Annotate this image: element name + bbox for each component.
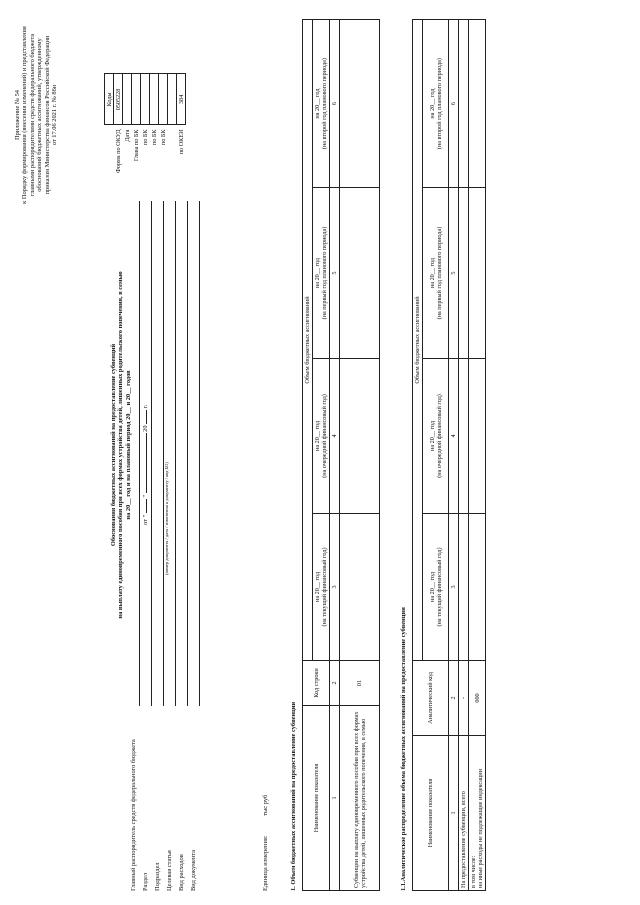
header-field-row [190,201,202,891]
field-underline [163,201,164,706]
s11-colnum: 5 [449,188,459,359]
codes-label: Форма по ОКУД [114,129,122,173]
s11-cell [459,358,469,513]
section-1-table [302,19,380,891]
codes-label: Дата [123,129,131,142]
appendix-line-2: к Порядку формирования (внесения изменений) и представления [21,26,29,204]
codes-row [159,74,168,175]
s1-colnums-row [330,20,340,891]
header-field-row [130,201,142,891]
codes-label: по БК [141,129,149,146]
s11-header-y3: на 20__ год (на первый год планового периода) [423,188,449,359]
codes-block [104,73,186,175]
s11-cell [469,188,486,359]
codes-value: 0505228 [114,74,123,125]
section-11-table [412,19,486,891]
header-field-label: Вид документа [190,849,197,891]
s1-colnum: 2 [330,661,340,706]
s11-header-y2: на 20__ год (на очередной финансовый год) [423,358,449,513]
header-field-row [166,201,178,891]
s11-cell [469,20,486,188]
table-row [340,20,380,891]
s1-colnum: 5 [330,188,340,359]
codes-row [114,74,123,175]
unit-label: Единица измерения: [262,835,269,891]
s11-header-y1: на 20__ год (на текущий финансовый год) [423,513,449,660]
title-line-2: на выплату единовременного пособия при всех формах устройства детей, лишенных родительского попечения, в семью [117,271,125,619]
codes-row [141,74,150,175]
codes-value [132,74,141,125]
s11-header-code: Аналитический код [413,661,449,736]
date-suffix: г. [142,404,149,409]
codes-row [150,74,159,175]
appendix-line-6: от 17.06 2021 г. № 86н [51,84,59,146]
s1-row-code: 01 [340,661,380,706]
s1-cell [340,358,380,513]
s1-colnum: 4 [330,358,340,513]
header-field-row [154,201,166,891]
header-field-label: Целевая статья [166,850,173,891]
s11-colnums-row [449,20,459,891]
codes-value [168,74,177,125]
s1-colnum: 6 [330,20,340,188]
date-caption: (номер документа / дата / изменения к документу / код БО) [164,462,169,575]
s1-header-code: Код строки [303,661,330,706]
codes-label: Глава по БК [132,129,140,162]
s11-colnum: 6 [449,20,459,188]
appendix-block [14,5,58,225]
s1-header-name: Наименование показателя [303,706,330,891]
unit-value: тыс руб [262,794,269,816]
title-line-1: Обоснования бюджетных ассигнований на предоставление субвенций [110,343,117,547]
header-field-label: Вид расходов [178,854,185,891]
header-field-row [178,201,190,891]
appendix-line-5: приказом Министерства финансов Российской Федерации [43,35,51,195]
s1-header-volume: Объем бюджетных ассигнований [303,20,313,661]
table-row [459,20,469,891]
header-field-row [142,201,154,891]
codes-value: 384 [177,74,186,125]
section-11-title: 1.1.Аналитическое распределение объема бюджетных ассигнований на предоставление субвенции [400,607,407,891]
s1-row-name: Субвенции на выплату единовременного пособия при всех формах устройства детей, лишенных родительского попечения, в семью [340,706,380,891]
title-line-3: на 20__ год и на плановый период 20__ и 20__ годов [124,370,132,520]
codes-label [168,125,177,175]
s1-cell [340,20,380,188]
codes-table [104,73,186,175]
codes-label: по ОКЕИ [177,129,185,155]
date-prefix: от " [142,514,149,525]
field-underline [151,201,152,706]
s1-colnum: 1 [330,706,340,891]
codes-value [123,74,132,125]
section-1-title: 1. Объем бюджетных ассигнований на предоставление субвенции [290,701,297,891]
codes-header: Коды [105,74,114,125]
s11-header-y4: на 20__ год (на второй год планового периода) [423,20,449,188]
s1-cell [340,188,380,359]
s11-cell [459,20,469,188]
date-year: 20 [142,425,149,432]
header-field-label: Подраздел [154,862,161,891]
s11-colnum: 3 [449,513,459,660]
s1-header-y1: на 20__ год (на текущий финансовый год) [313,513,330,660]
s1-header-y3: на 20__ год (на первый год планового периода) [313,188,330,359]
codes-row [132,74,141,175]
field-underline [199,201,200,706]
s11-colnum: 1 [449,736,459,891]
s11-header-volume: Объем бюджетных ассигнований [413,20,423,661]
s11-row-name: в том числе: на иные расходы не подлежащие индексации [469,736,486,891]
header-field-label: Главный распорядитель средств федерального бюджета [130,739,137,891]
codes-label: по БК [150,129,158,146]
s11-cell [469,513,486,660]
s11-header-name: Наименование показателя [413,736,449,891]
s11-colnum: 4 [449,358,459,513]
codes-row [177,74,186,175]
s11-row-code: 000 [469,661,486,736]
s11-row-code: - [459,661,469,736]
s11-colnum: 2 [449,661,459,736]
codes-value [141,74,150,125]
appendix-line-1: Приложение № 54 [14,90,21,140]
field-underline [187,201,188,706]
field-underline [139,201,140,706]
s11-cell [459,513,469,660]
s11-row-name: На предоставление субвенции, всего [459,736,469,891]
header-fields [130,201,202,891]
date-quote: " [142,495,149,498]
document-title [110,185,132,705]
codes-value [159,74,168,125]
codes-value [150,74,159,125]
appendix-line-3: главными распорядителями средств федерального бюджета [28,33,36,197]
field-underline [175,201,176,706]
s1-header-y2: на 20__ год (на очередной финансовый год) [313,358,330,513]
s1-colnum: 3 [330,513,340,660]
appendix-line-4: обоснований бюджетных ассигнований, утвержденному [36,38,44,192]
table-row [469,20,486,891]
s11-cell [469,358,486,513]
codes-row [123,74,132,175]
s1-cell [340,513,380,660]
codes-row [168,74,177,175]
codes-label: по БК [159,129,167,146]
header-field-label: Раздел [142,872,149,891]
s1-header-y4: на 20__ год (на второй год планового периода) [313,20,330,188]
s11-cell [459,188,469,359]
unit-line [262,795,269,891]
